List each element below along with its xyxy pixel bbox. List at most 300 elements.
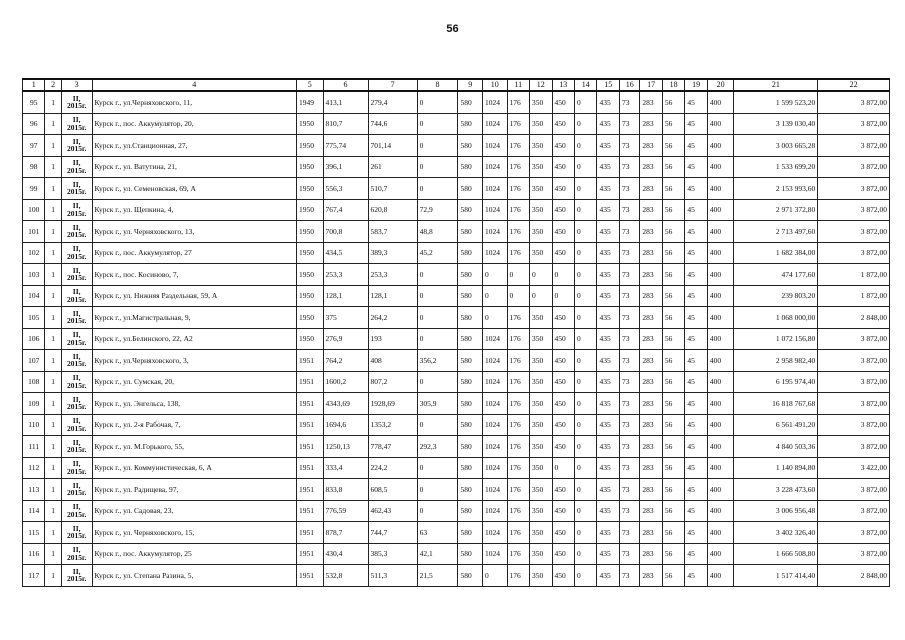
column-header: 12 bbox=[530, 79, 552, 91]
table-cell: 580 bbox=[458, 221, 483, 243]
column-header: 11 bbox=[507, 79, 529, 91]
table-cell: 1950 bbox=[296, 307, 323, 329]
table-cell: 1024 bbox=[483, 457, 508, 479]
table-cell: Курск г., ул. Энгельса, 138, bbox=[92, 393, 296, 415]
period-bottom: 2015г. bbox=[66, 337, 87, 347]
table-cell: Курск г., ул. М.Горького, 55, bbox=[92, 436, 296, 458]
table-cell: 1951 bbox=[296, 457, 323, 479]
period-bottom: 2015г. bbox=[66, 380, 87, 390]
column-header: 9 bbox=[458, 79, 483, 91]
table-cell: 767,4 bbox=[323, 199, 368, 221]
table-cell: 450 bbox=[552, 113, 574, 135]
table-row bbox=[23, 328, 890, 350]
table-cell: 283 bbox=[640, 479, 662, 501]
table-cell: 450 bbox=[552, 221, 574, 243]
table-cell: 580 bbox=[458, 500, 483, 522]
table-cell: 580 bbox=[458, 393, 483, 415]
table-cell: 1 bbox=[45, 522, 61, 544]
table-cell: 73 bbox=[619, 500, 639, 522]
table-cell: 3 422,00 bbox=[818, 457, 890, 479]
period-bottom: 2015г. bbox=[66, 509, 87, 519]
table-cell: 56 bbox=[662, 178, 684, 200]
table-cell: 0 bbox=[575, 91, 597, 113]
column-header: 8 bbox=[417, 79, 458, 91]
table-cell: 283 bbox=[640, 436, 662, 458]
table-cell: 73 bbox=[619, 285, 639, 307]
period-bottom: 2015г. bbox=[66, 273, 87, 283]
table-cell: 176 bbox=[507, 156, 529, 178]
column-header: 4 bbox=[92, 79, 296, 91]
table-cell: 450 bbox=[552, 242, 574, 264]
table-cell: 1951 bbox=[296, 479, 323, 501]
period-cell bbox=[61, 221, 92, 243]
table-cell: 1 bbox=[45, 156, 61, 178]
table-cell: 1 bbox=[45, 178, 61, 200]
table-cell: 107 bbox=[23, 350, 45, 372]
period-cell bbox=[61, 242, 92, 264]
table-cell: 45 bbox=[685, 156, 707, 178]
table-cell: 3 872,00 bbox=[818, 350, 890, 372]
table-cell: 97 bbox=[23, 135, 45, 157]
table-cell: 176 bbox=[507, 522, 529, 544]
table-cell: 435 bbox=[597, 113, 619, 135]
table-cell: 450 bbox=[552, 479, 574, 501]
table-cell: 580 bbox=[458, 135, 483, 157]
table-cell: 283 bbox=[640, 242, 662, 264]
period-bottom: 2015г. bbox=[66, 122, 87, 132]
table-row bbox=[23, 371, 890, 393]
page-number: 56 bbox=[446, 23, 459, 35]
table-cell: 176 bbox=[507, 393, 529, 415]
table-cell: 810,7 bbox=[323, 113, 368, 135]
table-row bbox=[23, 178, 890, 200]
table-cell: 0 bbox=[417, 113, 458, 135]
table-cell: 701,14 bbox=[368, 135, 417, 157]
table-cell: 283 bbox=[640, 264, 662, 286]
table-cell: 128,1 bbox=[323, 285, 368, 307]
table-cell: 608,5 bbox=[368, 479, 417, 501]
table-cell: 1950 bbox=[296, 242, 323, 264]
table-cell: 176 bbox=[507, 543, 529, 565]
column-header: 16 bbox=[619, 79, 639, 91]
table-cell: 176 bbox=[507, 135, 529, 157]
period-cell bbox=[61, 285, 92, 307]
table-cell: 0 bbox=[575, 371, 597, 393]
table-cell: 45 bbox=[685, 500, 707, 522]
table-cell: 580 bbox=[458, 457, 483, 479]
table-cell: 1951 bbox=[296, 543, 323, 565]
table-cell: 350 bbox=[530, 307, 552, 329]
table-cell: 400 bbox=[707, 522, 734, 544]
table-cell: 580 bbox=[458, 414, 483, 436]
period-cell bbox=[61, 199, 92, 221]
table-cell: 580 bbox=[458, 522, 483, 544]
table-cell: 1 872,00 bbox=[818, 285, 890, 307]
table-cell: 4343,69 bbox=[323, 393, 368, 415]
column-header: 20 bbox=[707, 79, 734, 91]
table-cell: 833,8 bbox=[323, 479, 368, 501]
table-cell: 350 bbox=[530, 522, 552, 544]
table-cell: 1 bbox=[45, 199, 61, 221]
table-cell: 511,3 bbox=[368, 565, 417, 587]
column-header: 6 bbox=[323, 79, 368, 91]
table-cell: 1 072 156,80 bbox=[734, 328, 818, 350]
table-cell: 73 bbox=[619, 393, 639, 415]
table-cell: 400 bbox=[707, 113, 734, 135]
table-cell: 0 bbox=[417, 328, 458, 350]
table-cell: 3 872,00 bbox=[818, 199, 890, 221]
period-top: II, bbox=[72, 480, 81, 490]
table-cell: Курск г., ул.Черняховского, 11, bbox=[92, 91, 296, 113]
table-cell: 56 bbox=[662, 457, 684, 479]
table-cell: 305,9 bbox=[417, 393, 458, 415]
table-cell: 1950 bbox=[296, 328, 323, 350]
table-cell: 103 bbox=[23, 264, 45, 286]
table-cell: 239 803,20 bbox=[734, 285, 818, 307]
table-cell: 400 bbox=[707, 457, 734, 479]
table-cell: 176 bbox=[507, 221, 529, 243]
table-cell: 0 bbox=[575, 500, 597, 522]
table-cell: 435 bbox=[597, 350, 619, 372]
table-cell: 0 bbox=[483, 285, 508, 307]
table-cell: 1 872,00 bbox=[818, 264, 890, 286]
table-cell: 56 bbox=[662, 393, 684, 415]
table-cell: 73 bbox=[619, 264, 639, 286]
table-cell: 224,2 bbox=[368, 457, 417, 479]
period-cell bbox=[61, 156, 92, 178]
table-cell: 2 971 372,80 bbox=[734, 199, 818, 221]
table-cell: 176 bbox=[507, 479, 529, 501]
table-cell: 45 bbox=[685, 436, 707, 458]
table-cell: 1928,69 bbox=[368, 393, 417, 415]
period-top: II, bbox=[72, 394, 81, 404]
table-cell: 0 bbox=[575, 414, 597, 436]
table-cell: 556,3 bbox=[323, 178, 368, 200]
table-cell: 450 bbox=[552, 522, 574, 544]
table-cell: 3 872,00 bbox=[818, 221, 890, 243]
table-cell: 0 bbox=[483, 307, 508, 329]
table-cell: 450 bbox=[552, 307, 574, 329]
table-cell: 56 bbox=[662, 371, 684, 393]
table-cell: 283 bbox=[640, 113, 662, 135]
table-cell: 1600,2 bbox=[323, 371, 368, 393]
table-row bbox=[23, 457, 890, 479]
table-cell: 435 bbox=[597, 328, 619, 350]
table-cell: 0 bbox=[575, 264, 597, 286]
table-cell: 283 bbox=[640, 457, 662, 479]
table-cell: 450 bbox=[552, 414, 574, 436]
table-cell: 16 818 767,68 bbox=[734, 393, 818, 415]
table-cell: 114 bbox=[23, 500, 45, 522]
table-cell: 580 bbox=[458, 371, 483, 393]
table-cell: 3 872,00 bbox=[818, 500, 890, 522]
period-bottom: 2015г. bbox=[66, 445, 87, 455]
table-cell: 3 872,00 bbox=[818, 328, 890, 350]
table-cell: 1 bbox=[45, 307, 61, 329]
period-top: II, bbox=[72, 222, 81, 232]
table-cell: 73 bbox=[619, 242, 639, 264]
period-bottom: 2015г. bbox=[66, 316, 87, 326]
table-cell: 0 bbox=[552, 457, 574, 479]
table-cell: 1 bbox=[45, 479, 61, 501]
table-cell: 98 bbox=[23, 156, 45, 178]
table-row bbox=[23, 285, 890, 307]
table-cell: Курск г., ул.Белинского, 22, А2 bbox=[92, 328, 296, 350]
column-header: 19 bbox=[685, 79, 707, 91]
table-row bbox=[23, 393, 890, 415]
table-cell: 1 666 508,80 bbox=[734, 543, 818, 565]
table-cell: 1 bbox=[45, 135, 61, 157]
table-cell: 435 bbox=[597, 199, 619, 221]
table-cell: 56 bbox=[662, 500, 684, 522]
table-cell: 450 bbox=[552, 500, 574, 522]
period-top: II, bbox=[72, 437, 81, 447]
table-cell: 1951 bbox=[296, 565, 323, 587]
table-cell: 1024 bbox=[483, 178, 508, 200]
table-cell: 450 bbox=[552, 178, 574, 200]
table-cell: 283 bbox=[640, 500, 662, 522]
table-cell: 176 bbox=[507, 436, 529, 458]
period-cell bbox=[61, 522, 92, 544]
table-cell: 101 bbox=[23, 221, 45, 243]
table-cell: 450 bbox=[552, 328, 574, 350]
table-cell: 580 bbox=[458, 264, 483, 286]
table-cell: 1951 bbox=[296, 350, 323, 372]
table-cell: 350 bbox=[530, 242, 552, 264]
table-row bbox=[23, 156, 890, 178]
table-cell: 56 bbox=[662, 221, 684, 243]
table-cell: 112 bbox=[23, 457, 45, 479]
table-row bbox=[23, 242, 890, 264]
period-bottom: 2015г. bbox=[66, 531, 87, 541]
table-cell: 620,8 bbox=[368, 199, 417, 221]
period-top: II, bbox=[72, 244, 81, 254]
table-cell: 1951 bbox=[296, 414, 323, 436]
table-cell: 400 bbox=[707, 285, 734, 307]
table-cell: 1 bbox=[45, 393, 61, 415]
table-cell: 1949 bbox=[296, 91, 323, 113]
table-cell: 435 bbox=[597, 91, 619, 113]
table-cell: 778,47 bbox=[368, 436, 417, 458]
table-cell: 1951 bbox=[296, 393, 323, 415]
period-top: II, bbox=[72, 287, 81, 297]
table-cell: 45 bbox=[685, 371, 707, 393]
period-cell bbox=[61, 436, 92, 458]
table-row bbox=[23, 436, 890, 458]
period-cell bbox=[61, 543, 92, 565]
table-cell: 73 bbox=[619, 221, 639, 243]
table-cell: 110 bbox=[23, 414, 45, 436]
period-top: II, bbox=[72, 201, 81, 211]
period-top: II, bbox=[72, 545, 81, 555]
table-cell: 3 402 326,40 bbox=[734, 522, 818, 544]
period-cell bbox=[61, 307, 92, 329]
table-cell: 400 bbox=[707, 199, 734, 221]
table-cell: 283 bbox=[640, 414, 662, 436]
table-cell: 400 bbox=[707, 393, 734, 415]
period-top: II, bbox=[72, 351, 81, 361]
table-cell: 3 872,00 bbox=[818, 156, 890, 178]
period-top: II, bbox=[72, 416, 81, 426]
table-cell: 283 bbox=[640, 156, 662, 178]
table-cell: 435 bbox=[597, 135, 619, 157]
table-cell: 261 bbox=[368, 156, 417, 178]
table-cell: 1694,6 bbox=[323, 414, 368, 436]
table-cell: 0 bbox=[417, 307, 458, 329]
table-cell: 283 bbox=[640, 178, 662, 200]
table-cell: 45 bbox=[685, 113, 707, 135]
table-cell: 0 bbox=[575, 221, 597, 243]
period-top: II, bbox=[72, 136, 81, 146]
table-cell: 56 bbox=[662, 264, 684, 286]
period-cell bbox=[61, 457, 92, 479]
table-cell: 3 139 030,40 bbox=[734, 113, 818, 135]
table-cell: Курск г., пос. Косиново, 7, bbox=[92, 264, 296, 286]
table-cell: 435 bbox=[597, 371, 619, 393]
table-cell: 2 848,00 bbox=[818, 565, 890, 587]
column-header: 22 bbox=[818, 79, 890, 91]
table-cell: 400 bbox=[707, 328, 734, 350]
table-cell: 350 bbox=[530, 221, 552, 243]
table-cell: 0 bbox=[552, 285, 574, 307]
table-cell: 21,5 bbox=[417, 565, 458, 587]
table-cell: 1 bbox=[45, 113, 61, 135]
table-cell: 1 068 000,00 bbox=[734, 307, 818, 329]
table-cell: 73 bbox=[619, 328, 639, 350]
table-cell: 0 bbox=[417, 414, 458, 436]
table-cell: 73 bbox=[619, 479, 639, 501]
table-cell: 116 bbox=[23, 543, 45, 565]
table-cell: 350 bbox=[530, 113, 552, 135]
table-cell: 0 bbox=[417, 178, 458, 200]
table-cell: 0 bbox=[417, 135, 458, 157]
table-cell: Курск г., ул. Сумская, 20, bbox=[92, 371, 296, 393]
table-cell: 128,1 bbox=[368, 285, 417, 307]
table-cell: 0 bbox=[575, 350, 597, 372]
period-top: II, bbox=[72, 179, 81, 189]
table-cell: 283 bbox=[640, 91, 662, 113]
table-cell: 430,4 bbox=[323, 543, 368, 565]
period-top: II, bbox=[72, 265, 81, 275]
table-cell: 1 bbox=[45, 543, 61, 565]
table-cell: 350 bbox=[530, 457, 552, 479]
table-cell: 580 bbox=[458, 565, 483, 587]
table-cell: 350 bbox=[530, 328, 552, 350]
period-top: II, bbox=[72, 459, 81, 469]
table-cell: 45 bbox=[685, 565, 707, 587]
table-cell: 1 599 523,20 bbox=[734, 91, 818, 113]
table-cell: 0 bbox=[575, 199, 597, 221]
table-cell: 0 bbox=[575, 113, 597, 135]
table-cell: 413,1 bbox=[323, 91, 368, 113]
column-header: 18 bbox=[662, 79, 684, 91]
table-cell: 56 bbox=[662, 242, 684, 264]
table-cell: 3 006 956,48 bbox=[734, 500, 818, 522]
table-cell: 333,4 bbox=[323, 457, 368, 479]
table-cell: 3 872,00 bbox=[818, 242, 890, 264]
table-cell: 450 bbox=[552, 91, 574, 113]
table-cell: 45 bbox=[685, 522, 707, 544]
table-cell: 1 517 414,40 bbox=[734, 565, 818, 587]
table-cell: Курск г., ул. Щепкина, 4, bbox=[92, 199, 296, 221]
table-cell: 435 bbox=[597, 285, 619, 307]
table-cell: 0 bbox=[575, 135, 597, 157]
table-cell: 2 958 982,40 bbox=[734, 350, 818, 372]
table-cell: 435 bbox=[597, 156, 619, 178]
table-cell: 1024 bbox=[483, 543, 508, 565]
table-cell: 73 bbox=[619, 91, 639, 113]
table-cell: 56 bbox=[662, 113, 684, 135]
table-cell: Курск г., ул. Семеновская, 69, А bbox=[92, 178, 296, 200]
table-cell: Курск г., ул. Степана Разина, 5, bbox=[92, 565, 296, 587]
table-header bbox=[23, 79, 890, 91]
table-cell: 400 bbox=[707, 307, 734, 329]
table-cell: 3 872,00 bbox=[818, 91, 890, 113]
table-row bbox=[23, 91, 890, 113]
table-cell: 0 bbox=[417, 457, 458, 479]
table-cell: 1 bbox=[45, 221, 61, 243]
table-cell: 73 bbox=[619, 178, 639, 200]
table-cell: 1024 bbox=[483, 350, 508, 372]
period-cell bbox=[61, 178, 92, 200]
table-cell: 400 bbox=[707, 543, 734, 565]
table-cell: 1024 bbox=[483, 328, 508, 350]
table-cell: 350 bbox=[530, 199, 552, 221]
period-top: II, bbox=[72, 115, 81, 125]
period-bottom: 2015г. bbox=[66, 423, 87, 433]
table-cell: 1024 bbox=[483, 156, 508, 178]
table-cell: 0 bbox=[575, 307, 597, 329]
table-cell: 176 bbox=[507, 457, 529, 479]
table-cell: Курск г., ул.Черняховского, 3, bbox=[92, 350, 296, 372]
table-cell: 580 bbox=[458, 156, 483, 178]
period-bottom: 2015г. bbox=[66, 402, 87, 412]
table-cell: 764,2 bbox=[323, 350, 368, 372]
table-cell: 73 bbox=[619, 565, 639, 587]
table-cell: 450 bbox=[552, 393, 574, 415]
table-cell: 1024 bbox=[483, 522, 508, 544]
table-cell: 400 bbox=[707, 242, 734, 264]
table-cell: 45 bbox=[685, 264, 707, 286]
table-cell: 0 bbox=[575, 285, 597, 307]
table-cell: 292,3 bbox=[417, 436, 458, 458]
table-cell: 1950 bbox=[296, 178, 323, 200]
table-cell: 0 bbox=[552, 264, 574, 286]
table-cell: 580 bbox=[458, 543, 483, 565]
table-cell: 400 bbox=[707, 436, 734, 458]
table-cell: 350 bbox=[530, 371, 552, 393]
table-cell: 450 bbox=[552, 543, 574, 565]
period-bottom: 2015г. bbox=[66, 574, 87, 584]
table-cell: 99 bbox=[23, 178, 45, 200]
table-cell: 73 bbox=[619, 113, 639, 135]
table-cell: 56 bbox=[662, 307, 684, 329]
table-row bbox=[23, 522, 890, 544]
table-cell: 176 bbox=[507, 91, 529, 113]
period-bottom: 2015г. bbox=[66, 359, 87, 369]
table-cell: 115 bbox=[23, 522, 45, 544]
table-cell: 474 177,60 bbox=[734, 264, 818, 286]
table-cell: 45 bbox=[685, 414, 707, 436]
table-cell: 56 bbox=[662, 436, 684, 458]
period-bottom: 2015г. bbox=[66, 251, 87, 261]
table-cell: 56 bbox=[662, 479, 684, 501]
table-cell: 1024 bbox=[483, 393, 508, 415]
table-row bbox=[23, 350, 890, 372]
table-cell: 396,1 bbox=[323, 156, 368, 178]
period-cell bbox=[61, 500, 92, 522]
table-cell: 0 bbox=[575, 178, 597, 200]
